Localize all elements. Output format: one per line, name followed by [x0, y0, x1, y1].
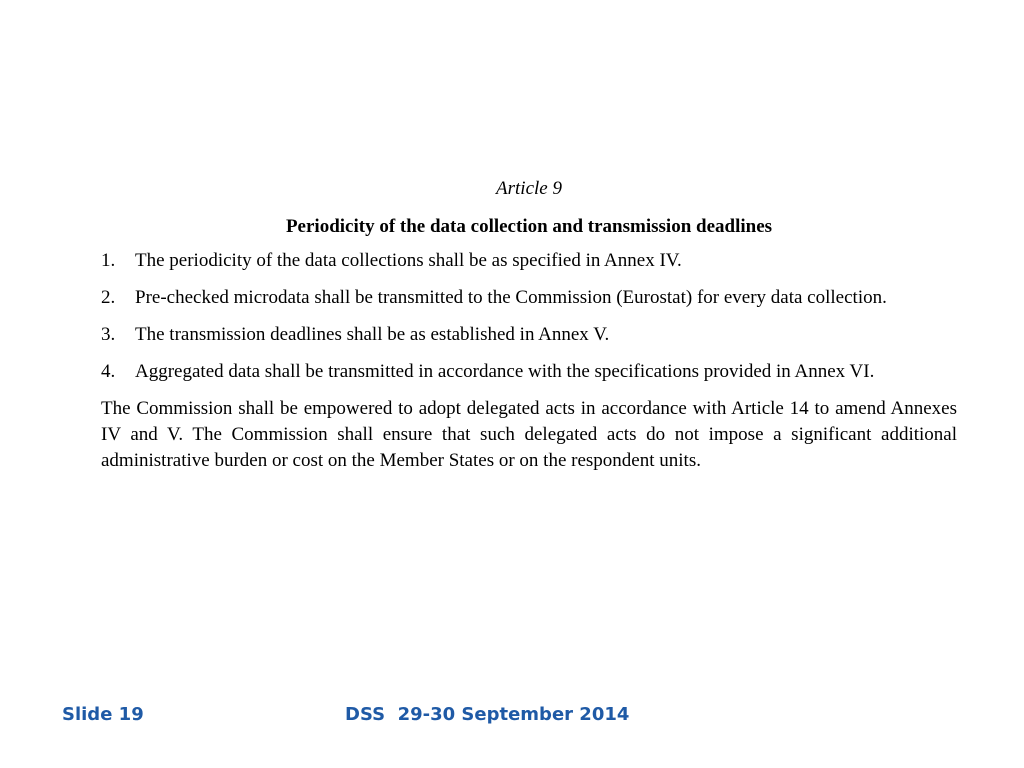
list-item	[101, 322, 957, 348]
list-item-number: 3.	[101, 324, 116, 345]
slide-number: Slide 19	[62, 704, 144, 725]
list-item-text: The periodicity of the data collections shall be as specified in Annex IV.	[135, 250, 682, 271]
article-title: Periodicity of the data collection and transmission deadlines	[285, 216, 773, 237]
list-item-number: 2.	[101, 287, 116, 308]
list-item	[101, 248, 957, 274]
event-label: DSS 29-30 September 2014	[345, 704, 630, 725]
list-item	[101, 285, 957, 311]
closing-paragraph: The Commission shall be empowered to adopt delegated acts in accordance with Article 14 to amend Annexes IV and V. The Commission shall ensure that such delegated acts do not impose a significant additional administrative burden or cost on the Member States or on the respondent units.	[101, 398, 957, 471]
article-body	[101, 176, 957, 474]
article-number: Article 9	[496, 178, 562, 199]
list-item-number: 4.	[101, 361, 116, 382]
list-item-text: Aggregated data shall be transmitted in accordance with the specifications provided in Annex VI.	[135, 361, 875, 382]
article-list	[101, 248, 957, 385]
list-item-text: The transmission deadlines shall be as established in Annex V.	[135, 324, 610, 345]
list-item-number: 1.	[101, 250, 116, 271]
list-item	[101, 359, 957, 385]
list-item-text: Pre-checked microdata shall be transmitted to the Commission (Eurostat) for every data collection.	[135, 287, 887, 308]
